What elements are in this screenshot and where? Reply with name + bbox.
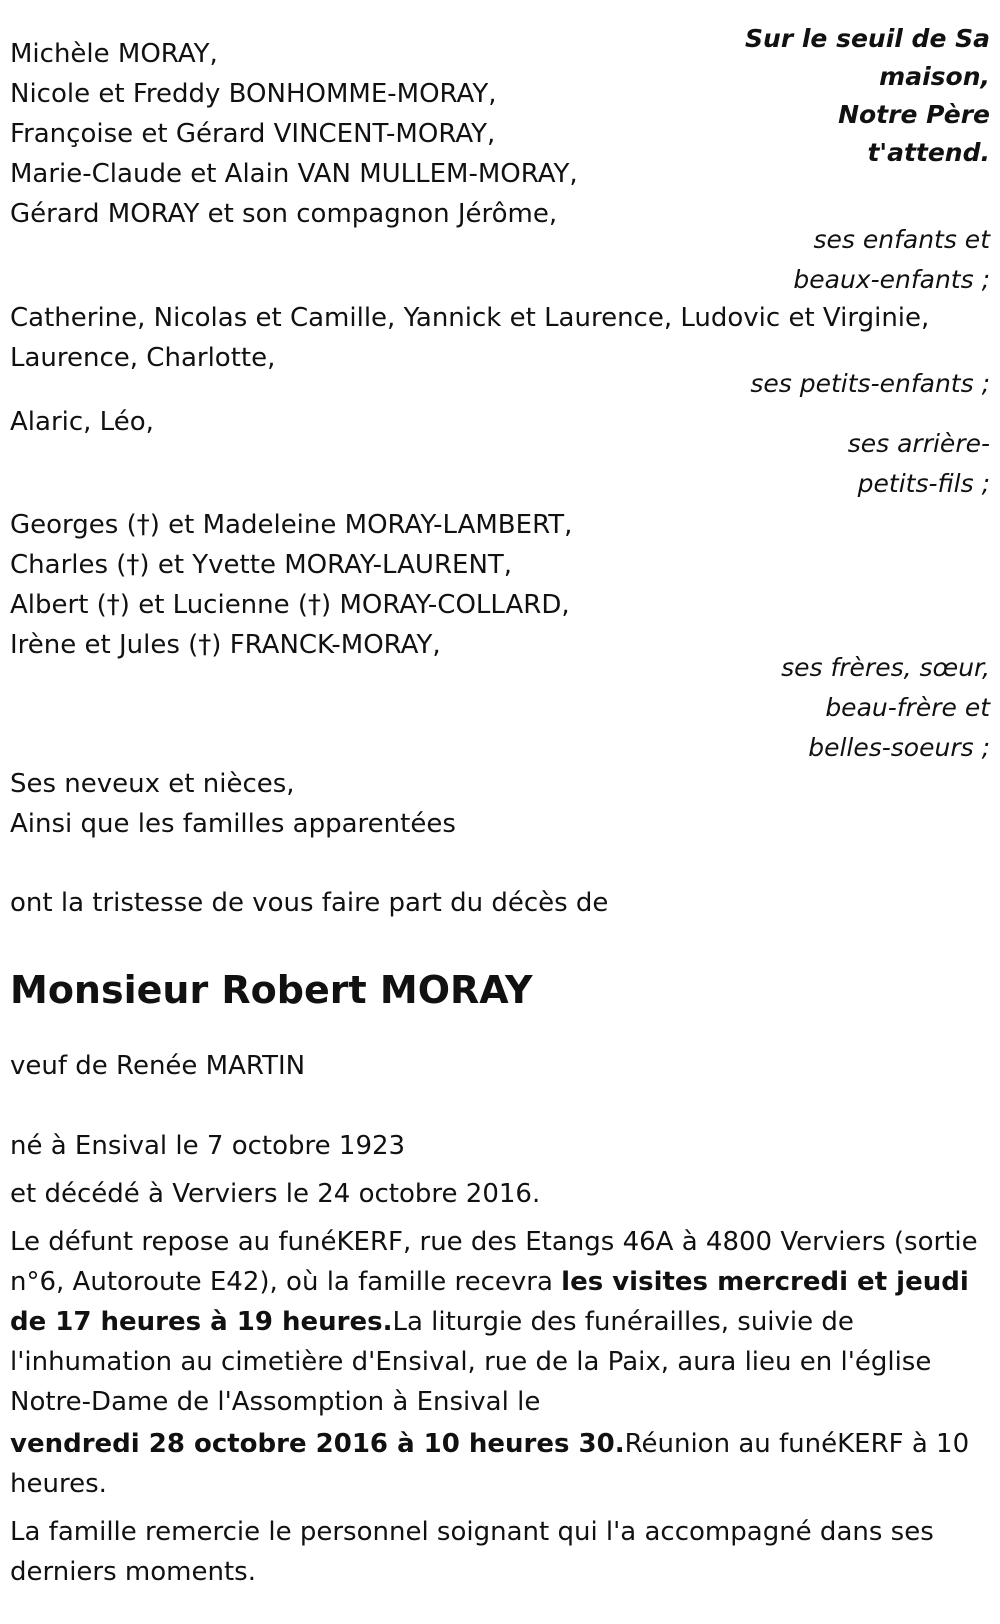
siblings-names <box>10 505 970 665</box>
family-name-line: Françoise et Gérard VINCENT-MORAY, <box>10 119 496 149</box>
visits-paragraph <box>10 1222 985 1422</box>
ceremony-datetime: vendredi 28 octobre 2016 à 10 heures 30. <box>10 1429 625 1459</box>
role-line: belles-soeurs ; <box>808 733 990 762</box>
family-name-line: Charles (†) et Yvette MORAY-LAURENT, <box>10 550 513 580</box>
family-name-line: Ainsi que les familles apparentées <box>10 809 456 839</box>
family-name-line: Laurence, Charlotte, <box>10 343 276 373</box>
family-name-line: Georges (†) et Madeleine MORAY-LAMBERT, <box>10 510 573 540</box>
quote-line: t'attend. <box>867 138 990 167</box>
role-line: ses enfants et <box>813 225 990 254</box>
role-line: petits-fils ; <box>857 469 990 498</box>
family-name-line: Albert (†) et Lucienne (†) MORAY-COLLARD, <box>10 590 570 620</box>
grandchildren-role <box>750 364 990 404</box>
family-name-line: Marie-Claude et Alain VAN MULLEM-MORAY, <box>10 159 578 189</box>
other-relatives <box>10 764 970 844</box>
deceased-name: Monsieur Robert MORAY <box>10 968 533 1012</box>
role-line: beaux-enfants ; <box>793 265 990 294</box>
ceremony-paragraph <box>10 1424 985 1504</box>
quote-line: maison, <box>879 62 990 91</box>
family-name-line: Catherine, Nicolas et Camille, Yannick et Laurence, Ludovic et Virginie, <box>10 303 930 333</box>
children-role <box>793 220 990 300</box>
quote-line: Sur le seuil de Sa <box>745 24 990 53</box>
role-line: ses frères, sœur, <box>781 653 990 682</box>
thanks-paragraph: La famille remercie le personnel soignant qui l'a accompagné dans ses derniers moments. <box>10 1517 934 1587</box>
family-name-line: Alaric, Léo, <box>10 407 154 437</box>
visits-rest: La liturgie des funérailles, suivie de l'inhumation au cimetière d'Ensival, rue de la Paix, aura lieu en l'église Notre-Dame de l'Assomption à Ensival le <box>10 1307 932 1417</box>
family-name-line: Irène et Jules (†) FRANCK-MORAY, <box>10 630 441 660</box>
announcement-text: ont la tristesse de vous faire part du décès de <box>10 888 609 918</box>
ceremony-rest: Réunion au funéKERF à 10 heures. <box>10 1429 970 1499</box>
great-grandchildren-role <box>848 424 990 504</box>
family-name-line: Nicole et Freddy BONHOMME-MORAY, <box>10 79 497 109</box>
widower-of: veuf de Renée MARTIN <box>10 1051 306 1081</box>
family-name-line: Ses neveux et nièces, <box>10 769 295 799</box>
siblings-role <box>781 648 990 768</box>
role-line: ses petits-enfants ; <box>750 369 990 398</box>
birth-info: né à Ensival le 7 octobre 1923 <box>10 1131 406 1161</box>
family-name-line: Gérard MORAY et son compagnon Jérôme, <box>10 199 558 229</box>
quote-line: Notre Père <box>838 100 990 129</box>
great-grandchildren-names <box>10 402 970 442</box>
family-name-line: Michèle MORAY, <box>10 39 218 69</box>
visits-hours: les visites mercredi et jeudi de 17 heures à 19 heures. <box>10 1267 969 1337</box>
role-line: ses arrière- <box>847 429 990 458</box>
death-info: et décédé à Verviers le 24 octobre 2016. <box>10 1179 541 1209</box>
role-line: beau-frère et <box>825 693 990 722</box>
children-names <box>10 34 970 234</box>
visits-intro: Le défunt repose au funéKERF, rue des Etangs 46A à 4800 Verviers (sortie n°6, Autoroute E42), où la famille recevra <box>10 1227 978 1297</box>
